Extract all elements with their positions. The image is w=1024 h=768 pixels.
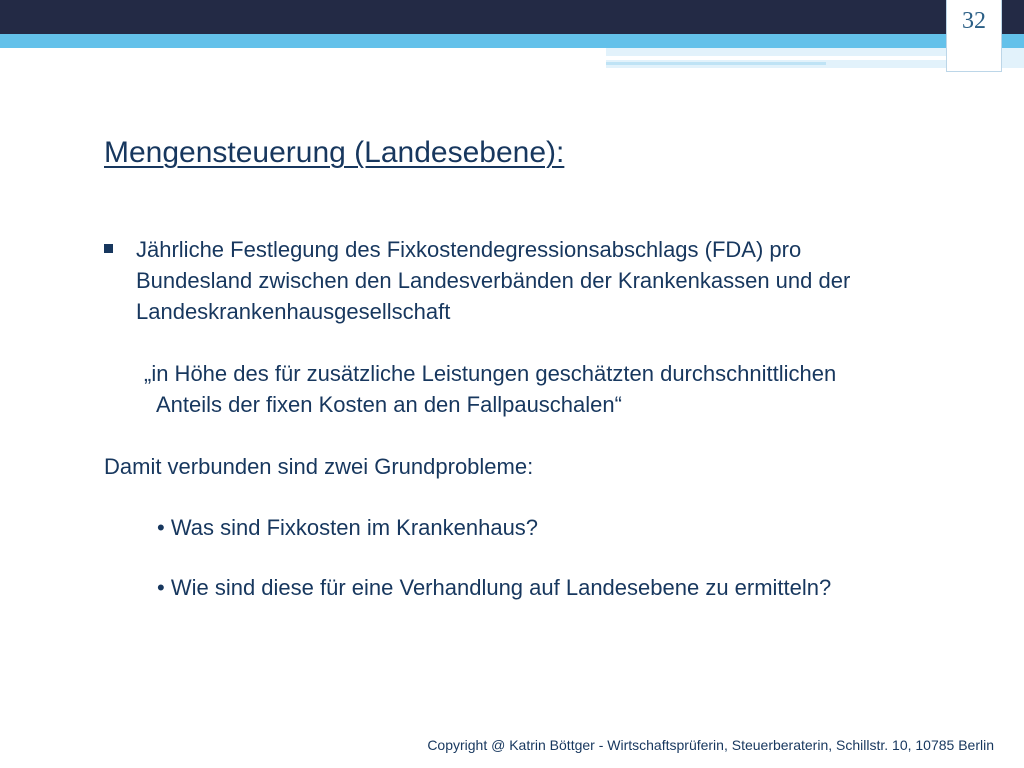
header-light-band	[0, 34, 1024, 48]
header-dark-band	[0, 0, 1024, 34]
header-decor-line	[606, 62, 826, 65]
slide-title: Mengensteuerung (Landesebene):	[104, 136, 565, 169]
header-decor-line	[606, 56, 948, 60]
bullet-line: Jährliche Festlegung des Fixkostendegressionsabschlags (FDA) pro	[136, 237, 802, 262]
slide-number: 32	[962, 8, 986, 34]
bullet-line: Landeskrankenhausgesellschaft	[136, 299, 451, 324]
bullet-text	[136, 234, 904, 327]
sub-item: • Wie sind diese für eine Verhandlung auf Landesebene zu ermitteln?	[157, 575, 832, 600]
square-bullet-icon	[104, 244, 113, 253]
footer-copyright: Copyright @ Katrin Böttger - Wirtschaftsprüferin, Steuerberaterin, Schillstr. 10, 10785 Berlin	[427, 737, 994, 753]
quote-line: Anteils der fixen Kosten an den Fallpauschalen“	[156, 392, 622, 417]
quote-line: „in Höhe des für zusätzliche Leistungen geschätzten durchschnittlichen	[144, 361, 837, 386]
body-paragraph: Damit verbunden sind zwei Grundprobleme:	[104, 454, 534, 479]
bullet-item	[104, 234, 904, 327]
sub-item: • Was sind Fixkosten im Krankenhaus?	[157, 515, 539, 540]
bullet-line: Bundesland zwischen den Landesverbänden der Krankenkassen und der	[136, 268, 851, 293]
slide-number-box	[946, 0, 1002, 72]
quote-block	[144, 358, 904, 420]
